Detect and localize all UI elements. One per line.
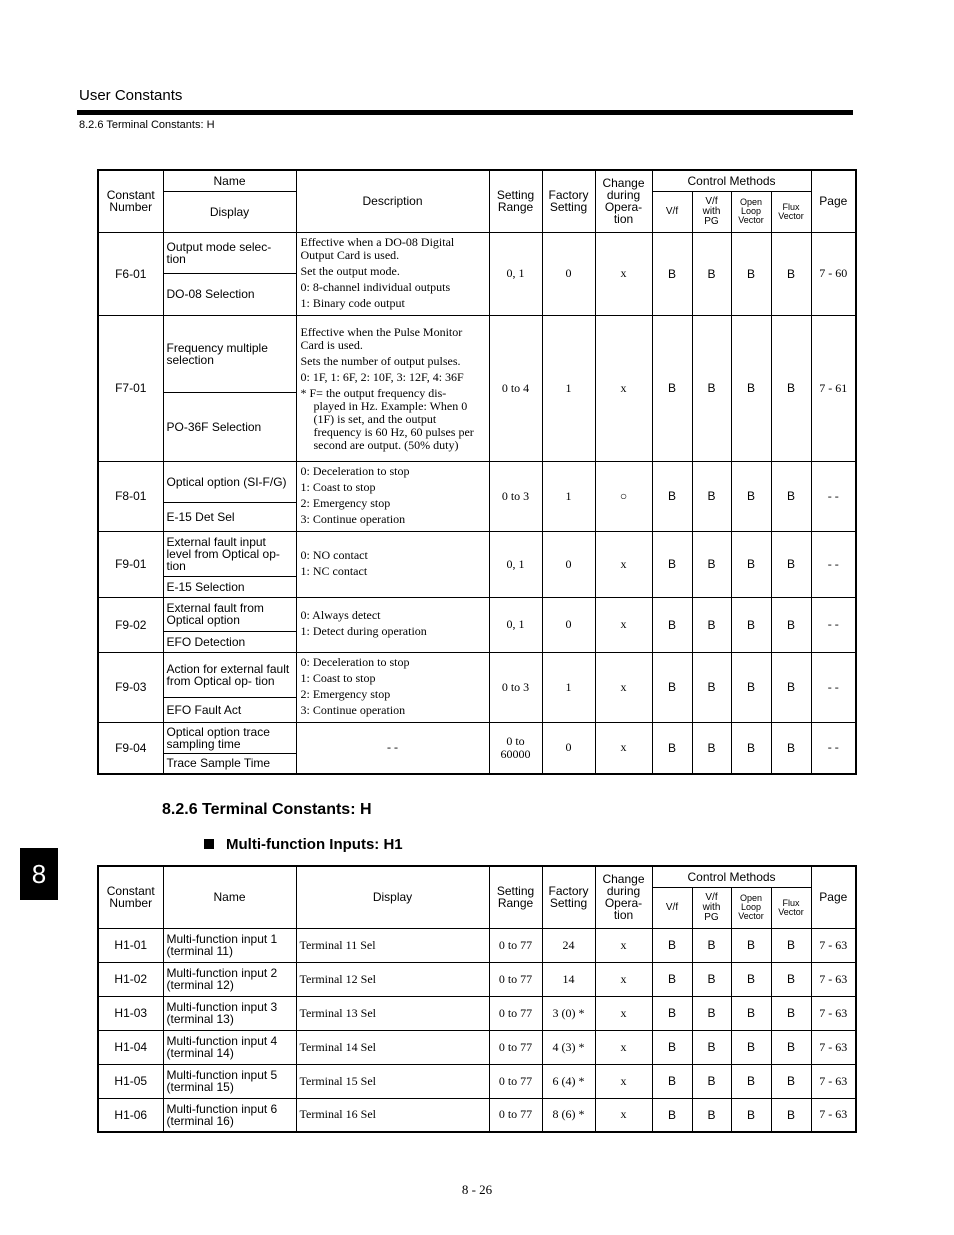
method-flux: B (771, 1098, 811, 1132)
method-olv: B (731, 962, 771, 996)
desc-line: Effective when a DO-08 Digital Output Card is used. (300, 234, 455, 262)
header-setting-range: Setting Range (489, 170, 542, 232)
setting-range: 0 to 77 (489, 962, 542, 996)
factory-setting: 0 (542, 722, 595, 774)
method-olv: B (731, 722, 771, 774)
method-vf-pg: B (692, 962, 731, 996)
chapter-tab: 8 (20, 848, 58, 900)
constant-number: H1-03 (98, 996, 163, 1030)
constant-name: Multi-function input 5 (terminal 15) (163, 1064, 296, 1098)
page-ref: - - (811, 461, 856, 531)
header-flux-vector: Flux Vector (771, 887, 811, 928)
constant-number: F9-03 (98, 652, 163, 722)
constant-name: Output mode selec- tion (163, 232, 296, 274)
desc-line: 1: NC contact (300, 563, 368, 578)
page-ref: - - (811, 652, 856, 722)
factory-setting: 6 (4) * (542, 1064, 595, 1098)
constant-display: Trace Sample Time (163, 753, 296, 774)
method-vf: B (652, 315, 692, 461)
change-during-operation: x (595, 1030, 652, 1064)
desc-line: 3: Continue operation (300, 702, 406, 717)
method-vf: B (652, 1098, 692, 1132)
method-vf-pg: B (692, 531, 731, 597)
constant-name: Optical option trace sampling time (163, 722, 296, 753)
constant-display: PO-36F Selection (163, 392, 296, 461)
constant-number: H1-05 (98, 1064, 163, 1098)
page-header-subtitle: 8.2.6 Terminal Constants: H (79, 119, 215, 131)
header-constant-number: Constant Number (98, 170, 163, 232)
constant-number: H1-02 (98, 962, 163, 996)
page-header-title: User Constants (79, 87, 183, 104)
desc-line: 0: 1F, 1: 6F, 2: 10F, 3: 12F, 4: 36F (300, 369, 464, 384)
method-vf-pg: B (692, 597, 731, 652)
header-vf: V/f (652, 191, 692, 232)
method-vf: B (652, 1064, 692, 1098)
setting-range: 0, 1 (489, 232, 542, 315)
method-flux: B (771, 315, 811, 461)
desc-line: 0: Always detect (300, 608, 381, 622)
subsection-title (204, 836, 403, 853)
method-olv: B (731, 531, 771, 597)
constant-number: H1-04 (98, 1030, 163, 1064)
constant-display: Terminal 16 Sel (296, 1098, 489, 1132)
method-flux: B (771, 1064, 811, 1098)
constant-number: H1-06 (98, 1098, 163, 1132)
method-vf: B (652, 652, 692, 722)
header-page: Page (811, 866, 856, 928)
method-olv: B (731, 232, 771, 315)
constant-display: EFO Fault Act (163, 698, 296, 722)
method-olv: B (731, 597, 771, 652)
header-change: Change during Opera- tion (595, 170, 652, 232)
desc-line: 1: Detect during operation (300, 624, 427, 638)
constant-display: E-15 Selection (163, 576, 296, 597)
method-olv: B (731, 1064, 771, 1098)
constant-number: F9-04 (98, 722, 163, 774)
page-ref: 7 - 63 (811, 1064, 856, 1098)
desc-line: 3: Continue operation (300, 511, 406, 526)
constant-display: Terminal 14 Sel (296, 1030, 489, 1064)
desc-line: 1: Coast to stop (300, 479, 376, 494)
setting-range: 0 to 77 (489, 928, 542, 962)
factory-setting: 8 (6) * (542, 1098, 595, 1132)
constant-display: EFO Detection (163, 631, 296, 652)
header-description: Description (296, 170, 489, 232)
factory-setting: 4 (3) * (542, 1030, 595, 1064)
page-ref: 7 - 63 (811, 996, 856, 1030)
desc-line: 2: Emergency stop (300, 686, 391, 701)
header-setting-range: Setting Range (489, 866, 542, 928)
setting-range: 0 to 77 (489, 1098, 542, 1132)
change-during-operation: x (595, 652, 652, 722)
method-vf: B (652, 597, 692, 652)
factory-setting: 1 (542, 652, 595, 722)
desc-line: 0: Deceleration to stop (300, 654, 410, 669)
constants-table-h1 (97, 865, 857, 1133)
method-olv: B (731, 996, 771, 1030)
desc-line: * F= the output frequency dis- (300, 385, 447, 400)
table-row (98, 928, 856, 962)
change-during-operation: x (595, 531, 652, 597)
method-vf: B (652, 928, 692, 962)
subsection-label: Multi-function Inputs: H1 (226, 836, 403, 853)
page-ref: - - (811, 531, 856, 597)
table-row (98, 232, 856, 274)
desc-line: 0: NO contact (300, 547, 368, 562)
change-during-operation: x (595, 928, 652, 962)
method-vf: B (652, 962, 692, 996)
factory-setting: 0 (542, 597, 595, 652)
method-vf-pg: B (692, 652, 731, 722)
constant-name: External fault input level from Optical op- tion (163, 531, 296, 576)
constant-name: External fault from Optical option (163, 597, 296, 631)
method-vf: B (652, 1030, 692, 1064)
factory-setting: 0 (542, 531, 595, 597)
constant-description (296, 315, 489, 461)
setting-range: 0 to 3 (489, 652, 542, 722)
factory-setting: 1 (542, 315, 595, 461)
header-constant-number: Constant Number (98, 866, 163, 928)
table-row (98, 461, 856, 503)
method-vf-pg: B (692, 315, 731, 461)
setting-range: 0, 1 (489, 597, 542, 652)
constant-description (296, 652, 489, 722)
setting-range: 0 to 77 (489, 1030, 542, 1064)
method-flux: B (771, 531, 811, 597)
method-flux: B (771, 996, 811, 1030)
setting-range: 0 to 60000 (489, 722, 542, 774)
constant-display: Terminal 13 Sel (296, 996, 489, 1030)
desc-line: 1: Binary code output (300, 295, 405, 310)
method-flux: B (771, 652, 811, 722)
constant-name: Multi-function input 1 (terminal 11) (163, 928, 296, 962)
change-during-operation: ○ (595, 461, 652, 531)
desc-line: Set the output mode. (300, 263, 400, 278)
header-change: Change during Opera- tion (595, 866, 652, 928)
setting-range: 0 to 77 (489, 1064, 542, 1098)
square-bullet-icon (204, 839, 214, 849)
method-flux: B (771, 928, 811, 962)
method-vf-pg: B (692, 996, 731, 1030)
constant-name: Multi-function input 2 (terminal 12) (163, 962, 296, 996)
change-during-operation: x (595, 996, 652, 1030)
section-title: 8.2.6 Terminal Constants: H (162, 801, 372, 818)
constant-name: Action for external fault from Optical op- tion (163, 652, 296, 698)
constant-description: - - (296, 722, 489, 774)
desc-line: 2: Emergency stop (300, 495, 391, 510)
method-vf: B (652, 232, 692, 315)
page-ref: 7 - 63 (811, 962, 856, 996)
method-flux: B (771, 597, 811, 652)
header-vf: V/f (652, 887, 692, 928)
method-olv: B (731, 315, 771, 461)
constant-number: F7-01 (98, 315, 163, 461)
page-ref: - - (811, 597, 856, 652)
method-olv: B (731, 461, 771, 531)
method-olv: B (731, 928, 771, 962)
constant-display: Terminal 15 Sel (296, 1064, 489, 1098)
page-ref: 7 - 60 (811, 232, 856, 315)
table-row (98, 996, 856, 1030)
constant-number: F8-01 (98, 461, 163, 531)
method-vf: B (652, 722, 692, 774)
constant-number: F6-01 (98, 232, 163, 315)
header-flux-vector: Flux Vector (771, 191, 811, 232)
factory-setting: 24 (542, 928, 595, 962)
table-row (98, 531, 856, 576)
change-during-operation: x (595, 1098, 652, 1132)
change-during-operation: x (595, 962, 652, 996)
method-vf: B (652, 996, 692, 1030)
method-flux: B (771, 962, 811, 996)
table-row (98, 962, 856, 996)
change-during-operation: x (595, 597, 652, 652)
table-row (98, 597, 856, 631)
constant-display: Terminal 12 Sel (296, 962, 489, 996)
header-control-methods: Control Methods (652, 866, 811, 887)
constants-table-f (97, 169, 857, 775)
desc-note: played in Hz. Example: When 0 (1F) is set, and the output frequency is 60 Hz, 60 pulses per second are output. (50% duty) (313, 398, 474, 452)
constant-number: F9-02 (98, 597, 163, 652)
constant-name: Frequency multiple selection (163, 315, 296, 392)
method-olv: B (731, 1098, 771, 1132)
constant-name: Multi-function input 6 (terminal 16) (163, 1098, 296, 1132)
method-vf-pg: B (692, 232, 731, 315)
page-ref: 7 - 63 (811, 928, 856, 962)
change-during-operation: x (595, 232, 652, 315)
header-name: Name (163, 866, 296, 928)
method-flux: B (771, 722, 811, 774)
header-display: Display (296, 866, 489, 928)
factory-setting: 14 (542, 962, 595, 996)
header-page: Page (811, 170, 856, 232)
header-vf-pg: V/f with PG (692, 191, 731, 232)
method-vf: B (652, 531, 692, 597)
table-row (98, 1098, 856, 1132)
header-factory-setting: Factory Setting (542, 866, 595, 928)
header-factory-setting: Factory Setting (542, 170, 595, 232)
method-vf: B (652, 461, 692, 531)
method-vf-pg: B (692, 461, 731, 531)
change-during-operation: x (595, 1064, 652, 1098)
page-ref: 7 - 63 (811, 1030, 856, 1064)
header-display: Display (163, 191, 296, 232)
page-number: 8 - 26 (461, 1182, 493, 1197)
setting-range: 0 to 3 (489, 461, 542, 531)
constant-name: Multi-function input 4 (terminal 14) (163, 1030, 296, 1064)
method-flux: B (771, 232, 811, 315)
setting-range: 0 to 4 (489, 315, 542, 461)
factory-setting: 0 (542, 232, 595, 315)
header-rule (77, 110, 853, 115)
page-ref: 7 - 61 (811, 315, 856, 461)
page-ref: 7 - 63 (811, 1098, 856, 1132)
constant-description (296, 531, 489, 597)
table-row (98, 1030, 856, 1064)
constant-description (296, 232, 489, 315)
page-ref: - - (811, 722, 856, 774)
method-olv: B (731, 652, 771, 722)
desc-line: 0: Deceleration to stop (300, 463, 410, 478)
constant-name: Multi-function input 3 (terminal 13) (163, 996, 296, 1030)
header-vf-pg: V/f with PG (692, 887, 731, 928)
constant-number: H1-01 (98, 928, 163, 962)
factory-setting: 3 (0) * (542, 996, 595, 1030)
method-vf-pg: B (692, 928, 731, 962)
header-open-loop-vector: Open Loop Vector (731, 191, 771, 232)
desc-line: 0: 8-channel individual outputs (300, 279, 451, 294)
table-row (98, 315, 856, 392)
constant-display: Terminal 11 Sel (296, 928, 489, 962)
constant-name: Optical option (SI-F/G) (163, 461, 296, 503)
method-vf-pg: B (692, 1098, 731, 1132)
header-name: Name (163, 170, 296, 191)
header-open-loop-vector: Open Loop Vector (731, 887, 771, 928)
method-vf-pg: B (692, 1030, 731, 1064)
table-row (98, 652, 856, 698)
method-vf-pg: B (692, 1064, 731, 1098)
desc-line: Sets the number of output pulses. (300, 353, 461, 368)
constant-display: E-15 Det Sel (163, 503, 296, 531)
change-during-operation: x (595, 315, 652, 461)
desc-line: Effective when the Pulse Monitor Card is used. (300, 324, 463, 352)
constant-display: DO-08 Selection (163, 274, 296, 316)
setting-range: 0, 1 (489, 531, 542, 597)
constant-description (296, 597, 489, 652)
table-row (98, 1064, 856, 1098)
desc-line: 1: Coast to stop (300, 670, 376, 685)
table-row (98, 722, 856, 753)
header-control-methods: Control Methods (652, 170, 811, 191)
factory-setting: 1 (542, 461, 595, 531)
setting-range: 0 to 77 (489, 996, 542, 1030)
constant-description (296, 461, 489, 531)
method-vf-pg: B (692, 722, 731, 774)
change-during-operation: x (595, 722, 652, 774)
constant-number: F9-01 (98, 531, 163, 597)
method-olv: B (731, 1030, 771, 1064)
method-flux: B (771, 461, 811, 531)
method-flux: B (771, 1030, 811, 1064)
